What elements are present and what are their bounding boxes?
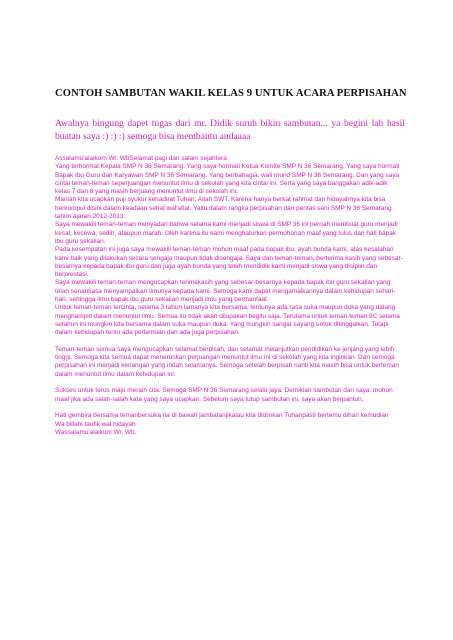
speech-paragraph-farewell: Teman-teman semua saya mengucapkan selamat berpisah, dan selamat melanjutkan pendidikan ke jenjang yang lebih tinggi. Semoga kita semua dapat meneruskan perjuangan menuntut ilmu ini di sekolah yang kita inginkan. Dan semoga perpisahan ini menjadi kenangan yang indah selamanya. Semoga setelah berpisah nanti kita masih bisa untuk berteman dalam menuntut ilmu dalam kehidupan ini. (55, 345, 399, 378)
speech-paragraph-closing: Sukses untuk terus maju meraih cita. Semoga SMP N 36 Semarang selalu jaya. Demikian sambutan dari saya, mohon maaf jika ada salah-salah kata yang saya ucapkan. Sebelum saya tutup sambutan ini, saya akan berpantun, (55, 387, 393, 403)
speech-body (55, 155, 404, 437)
speech-paragraph-pantun: Hati gembira bersama temanbersuka ria di bawah jambatanjikalau kita diizinkan Tuhanpasti bertemu dihari kemudian Wa billahi taufik wal hidayah Wassalamu'alaikum Wr. Wb. (55, 412, 389, 436)
speech-paragraph-opening: Assalamu'alaikum Wr. WbSelamat pagi dan salam sejahtera Yang terhormat Kepala SMP N 36 Semarang. Yang saya hormati Ketua Komite SMP N 36 Semarang. Yang saya hormati Bapak Ibu Guru dan Karyawan SMP N 36 Semarang. Yang berbahagia, wali murid SMP N 36 Semarang. Dan yang saya cintai teman-teman seperjuangan menuntut ilmu di sekolah yang kita cintai ini. Serta yang saya banggakan adik-adik kelas 7 dan 8 yang masih berjuang menuntut ilmu di sekolah ini. Marilah kita ucapkan puji syukur kehadirat Tuhan, Allah SWT. Karena hanya berkat rahmat dan hidayahnya kita bisa berkumpul disini dalam keadaan sehat wal'afiat. Yaitu dalam rangka perpisahan dan pentas seni SMP N 36 Semarang tahun ajaran 2012-2013. Saya mewakili teman-teman menyadari bahwa selama kami menjadi siswa di SMP 36 ini pernah membuat guru menjadi kesal, kecewa, sedih, ataupun marah. Oleh karena itu kami menghaturkan permohonan maaf yang tulus dari hati bapak ibu guru sekalian. Pada kesempatan ini juga saya mewakili teman-teman mohon maaf pada bapak ibu, ayah bunda kami, atas kesalahan kami baik yang dilakukan secara sengaja maupun tidak disengaja. Saya dan teman-teman, berterima kasih yang sebesar-besarnya kepada bapak ibu guru dan juga ayah bunda yang telah mendidik kami menjadi siswa yang disiplin dan berprestasi. Saya mewakili teman-teman mengucapkan terimakasih yang sebesar-besarnya kepada bapak ibu guru sekalian yang telah senantiasa menyampaikan ilmunya kepada kami. Semoga kami dapat mengamalkannya dalam kehidupan sehari-hari, sehingga ilmu bapak ibu guru sekalian menjadi ilmu yang bermanfaat. Untuk teman-teman tercinta, selama 3 tahun lamanya kita bersama, tentunya ada rasa suka maupun duka yang datang menghampiri dalam menuntut ilmu. Semua itu tidak akan dilupakan begitu saja. Terutama untuk teman-teman 9C selama setahun ini mungkin kita bersama dalam suka maupun duka. Yang mungkin sangat sayang untuk ditinggalkan. Tetapi dalam kehidupan tentu ada pertemuan dan ada juga perpisahan. (55, 155, 403, 337)
intro-note: Awalnya bingung dapet tugas dari mr. Didik suruh bikin sambutan... ya begini lah hasil buatan saya :) :) :) semoga bisa membantu andaaaa (55, 118, 405, 142)
document-title: CONTOH SAMBUTAN WAKIL KELAS 9 UNTUK ACARA PERPISAHAN (55, 88, 407, 99)
